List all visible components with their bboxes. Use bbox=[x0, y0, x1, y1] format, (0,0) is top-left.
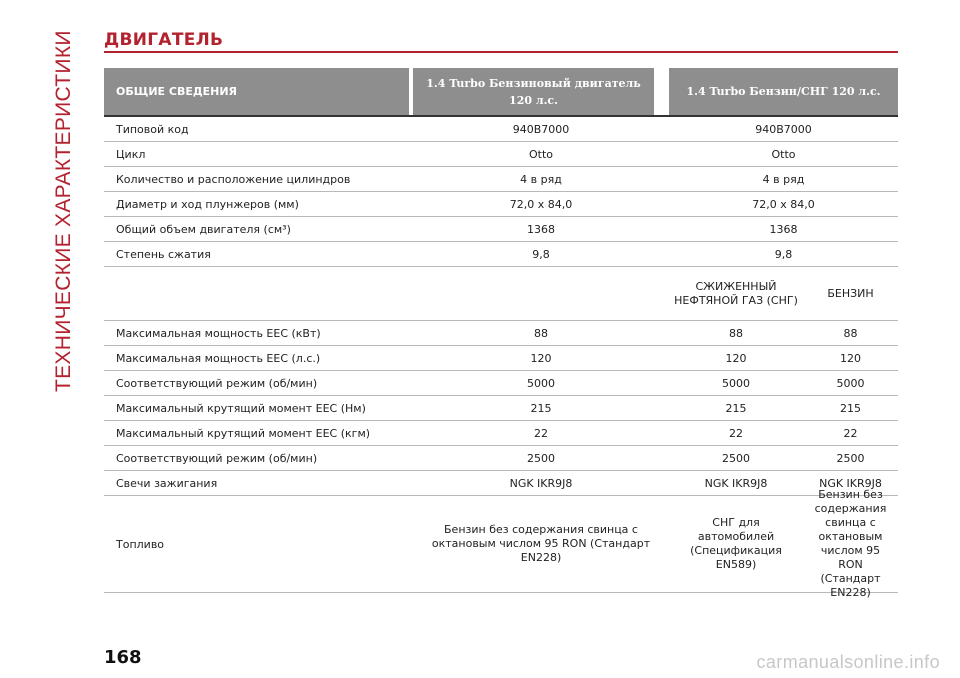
subheader-petrol: БЕНЗИН bbox=[827, 287, 874, 300]
petrol-value: 9,8 bbox=[532, 247, 550, 261]
row-label: Типовой код bbox=[116, 122, 189, 136]
row-label: Соответствующий режим (об/мин) bbox=[116, 451, 318, 465]
petrol-value: NGK IKR9J8 bbox=[509, 476, 573, 490]
subheader-lpg: СЖИЖЕННЫЙ НЕФТЯНОЙ ГАЗ (СНГ) bbox=[674, 279, 798, 307]
petrol-value: 215 bbox=[530, 401, 552, 415]
lpg-gas-value: 215 bbox=[725, 401, 747, 415]
lpg-value: Otto bbox=[771, 147, 796, 161]
table-row bbox=[104, 321, 898, 346]
lpg-petrol-value: 88 bbox=[843, 326, 858, 340]
row-label: Количество и расположение цилиндров bbox=[116, 172, 351, 186]
lpg-gas-value: 2500 bbox=[722, 451, 750, 465]
petrol-value: Otto bbox=[528, 147, 553, 161]
table-row bbox=[104, 217, 898, 242]
watermark: carmanualsonline.info bbox=[756, 652, 940, 672]
table-row bbox=[104, 242, 898, 267]
table-row bbox=[104, 167, 898, 192]
lpg-petrol-value: 120 bbox=[840, 351, 861, 365]
petrol-value: 88 bbox=[534, 326, 548, 340]
table-row bbox=[104, 192, 898, 217]
header-lpg-engine: 1.4 Turbo Бензин/СНГ 120 л.с. bbox=[669, 68, 898, 115]
lpg-petrol-value: 5000 bbox=[836, 376, 865, 390]
table-row bbox=[104, 142, 898, 167]
chapter-side-title: ТЕХНИЧЕСКИЕ ХАРАКТЕРИСТИКИ bbox=[52, 30, 75, 392]
row-label: Максимальный крутящий момент ЕЕС (Нм) bbox=[116, 401, 366, 415]
table-row bbox=[104, 471, 898, 496]
petrol-value: 4 в ряд bbox=[520, 172, 562, 186]
lpg-gas-value: 5000 bbox=[722, 376, 750, 390]
lpg-gas-value: 22 bbox=[729, 426, 743, 440]
petrol-value: 72,0 x 84,0 bbox=[509, 197, 573, 211]
lpg-value: 72,0 x 84,0 bbox=[752, 197, 815, 211]
lpg-petrol-value: 215 bbox=[840, 401, 861, 415]
lpg-gas-value: NGK IKR9J8 bbox=[704, 476, 768, 490]
section-title: ДВИГАТЕЛЬ bbox=[104, 30, 224, 50]
petrol-value: 120 bbox=[530, 351, 552, 365]
fuel-subheader-row bbox=[104, 267, 898, 321]
table-row bbox=[104, 446, 898, 471]
table-row bbox=[104, 115, 898, 142]
lpg-value: 940B7000 bbox=[755, 122, 812, 136]
row-label: Топливо bbox=[116, 537, 165, 551]
row-label: Максимальная мощность ЕЕС (л.с.) bbox=[116, 351, 321, 365]
row-label: Цикл bbox=[116, 147, 146, 161]
fuel-row bbox=[104, 488, 898, 599]
row-label: Диаметр и ход плунжеров (мм) bbox=[116, 197, 299, 211]
header-general-info: ОБЩИЕ СВЕДЕНИЯ bbox=[104, 68, 409, 115]
header-petrol-engine: 1.4 Turbo Бензиновый двигатель 120 л.с. bbox=[413, 68, 654, 115]
engine-spec-table bbox=[104, 68, 898, 599]
row-label: Общий объем двигателя (см³) bbox=[116, 222, 291, 236]
row-label: Максимальная мощность ЕЕС (кВт) bbox=[116, 326, 321, 340]
row-label: Максимальный крутящий момент ЕЕС (кгм) bbox=[116, 426, 371, 440]
petrol-value: 940B7000 bbox=[512, 122, 570, 136]
lpg-value: 1368 bbox=[769, 222, 798, 236]
lpg-gas-value: 88 bbox=[729, 326, 743, 340]
table-row bbox=[104, 346, 898, 371]
title-underline bbox=[104, 51, 898, 53]
page-number: 168 bbox=[104, 647, 142, 668]
lpg-petrol-fuel: Бензин без содержания свинца с октановым числом 95 RON (Стандарт EN228) bbox=[814, 488, 887, 599]
lpg-petrol-value: 22 bbox=[843, 426, 858, 440]
lpg-gas-value: 120 bbox=[725, 351, 747, 365]
table-row bbox=[104, 371, 898, 396]
row-label: Степень сжатия bbox=[116, 247, 211, 261]
lpg-value: 4 в ряд bbox=[762, 172, 805, 186]
lpg-petrol-value: NGK IKR9J8 bbox=[819, 476, 882, 490]
petrol-value: 2500 bbox=[527, 451, 555, 465]
row-label: Свечи зажигания bbox=[116, 476, 218, 490]
petrol-value: 22 bbox=[534, 426, 548, 440]
petrol-value: 1368 bbox=[527, 222, 555, 236]
table-header bbox=[104, 68, 898, 115]
table-row bbox=[104, 396, 898, 421]
lpg-gas-fuel: СНГ для автомобилей (Спецификация EN589) bbox=[690, 516, 782, 571]
lpg-petrol-value: 2500 bbox=[836, 451, 865, 465]
lpg-value: 9,8 bbox=[774, 247, 793, 261]
petrol-fuel: Бензин без содержания свинца с октановым числом 95 RON (Стандарт EN228) bbox=[431, 523, 651, 564]
petrol-value: 5000 bbox=[527, 376, 555, 390]
row-label: Соответствующий режим (об/мин) bbox=[116, 376, 318, 390]
table-row bbox=[104, 421, 898, 446]
